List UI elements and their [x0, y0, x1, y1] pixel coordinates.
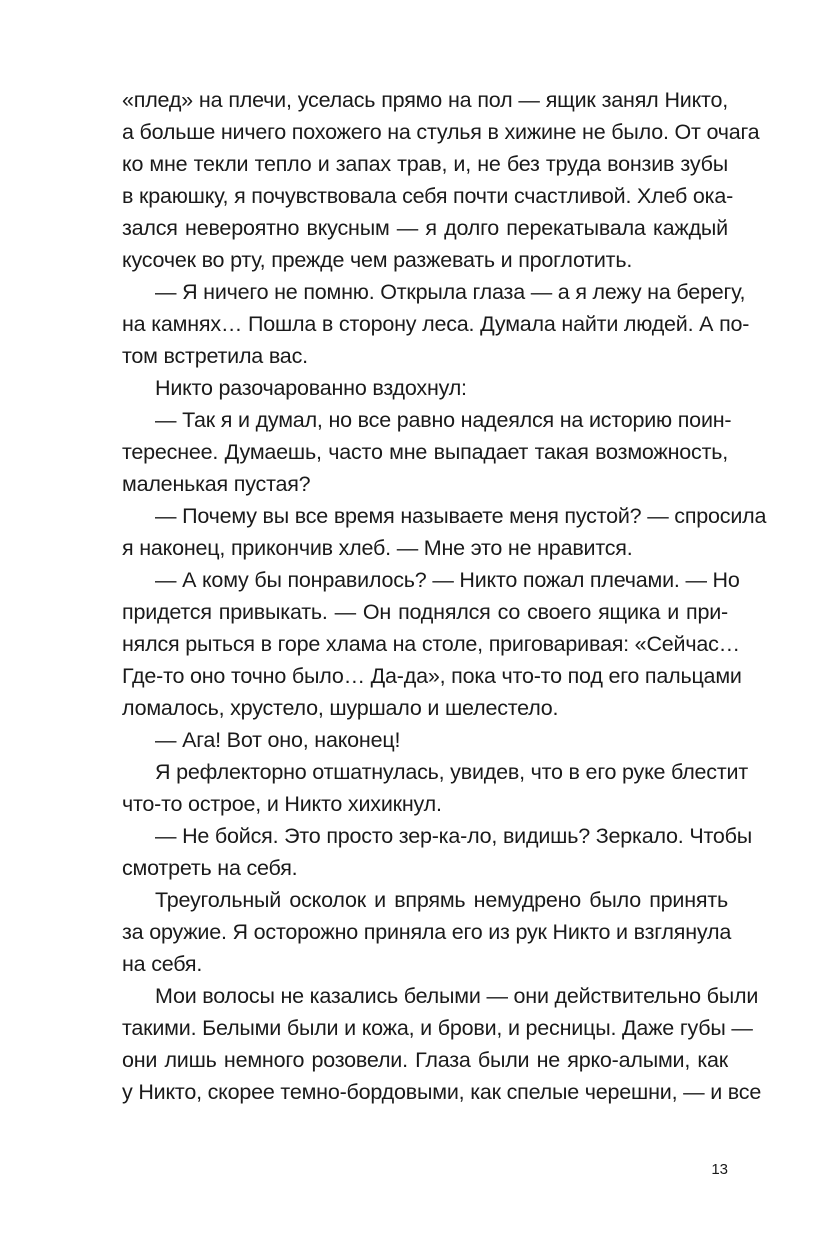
text-line: Я рефлекторно отшатнулась, увидев, что в его руке блестит — [155, 760, 748, 784]
text-line: за оружие. Я осторожно приняла его из рук Никто и взглянула — [122, 920, 732, 944]
text-line: Мои волосы не казались белыми — они действительно были — [155, 984, 759, 1008]
text-line: маленькая пустая? — [122, 472, 311, 496]
text-line: в краюшку, я почувствовала себя почти счастливой. Хлеб ока- — [122, 184, 734, 208]
text-line: — Так я и думал, но все равно надеялся на историю поин- — [155, 408, 732, 432]
text-line: кусочек во рту, прежде чем разжевать и проглотить. — [122, 248, 633, 272]
text-line: они лишь немного розовели. Глаза были не ярко-алыми, как — [122, 1048, 728, 1072]
text-line: тереснее. Думаешь, часто мне выпадает такая возможность, — [122, 440, 728, 464]
text-line: на себя. — [122, 952, 203, 976]
text-line: я наконец, прикончив хлеб. — Мне это не нравится. — [122, 536, 633, 560]
text-line: что-то острое, и Никто хихикнул. — [122, 792, 442, 816]
text-line: Треугольный осколок и впрямь немудрено было принять — [155, 888, 728, 912]
text-line: — Я ничего не помню. Открыла глаза — а я лежу на берегу, — [155, 280, 746, 304]
text-line: на камнях… Пошла в сторону леса. Думала найти людей. А по- — [122, 312, 750, 336]
text-line: у Никто, скорее темно-бордовыми, как спелые черешни, — и все — [122, 1080, 762, 1104]
text-line: том встретила вас. — [122, 344, 308, 368]
text-line: ко мне текли тепло и запах трав, и, не без труда вонзив зубы — [122, 152, 728, 176]
text-line: — Ага! Вот оно, наконец! — [155, 728, 401, 752]
text-line: смотреть на себя. — [122, 856, 298, 880]
text-line: ломалось, хрустело, шуршало и шелестело. — [122, 696, 559, 720]
text-line: такими. Белыми были и кожа, и брови, и ресницы. Даже губы — — [122, 1016, 753, 1040]
text-line: придется привыкать. — Он поднялся со своего ящика и при- — [122, 600, 728, 624]
text-line: нялся рыться в горе хлама на столе, приговаривая: «Сейчас… — [122, 632, 740, 656]
text-line: зался невероятно вкусным — я долго перекатывала каждый — [122, 216, 728, 240]
page-number: 13 — [711, 1161, 728, 1178]
text-line: «плед» на плечи, уселась прямо на пол — ящик занял Никто, — [122, 88, 728, 112]
text-line: — Почему вы все время называете меня пустой? — спросила — [155, 504, 767, 528]
text-line: Где-то оно точно было… Да-да», пока что-то под его пальцами — [122, 664, 742, 688]
text-line: Никто разочарованно вздохнул: — [155, 376, 467, 400]
text-line: а больше ничего похожего на стулья в хижине не было. От очага — [122, 120, 760, 144]
text-line: — А кому бы понравилось? — Никто пожал плечами. — Но — [155, 568, 740, 592]
text-line: — Не бойся. Это просто зер-ка-ло, видишь? Зеркало. Чтобы — [155, 824, 753, 848]
